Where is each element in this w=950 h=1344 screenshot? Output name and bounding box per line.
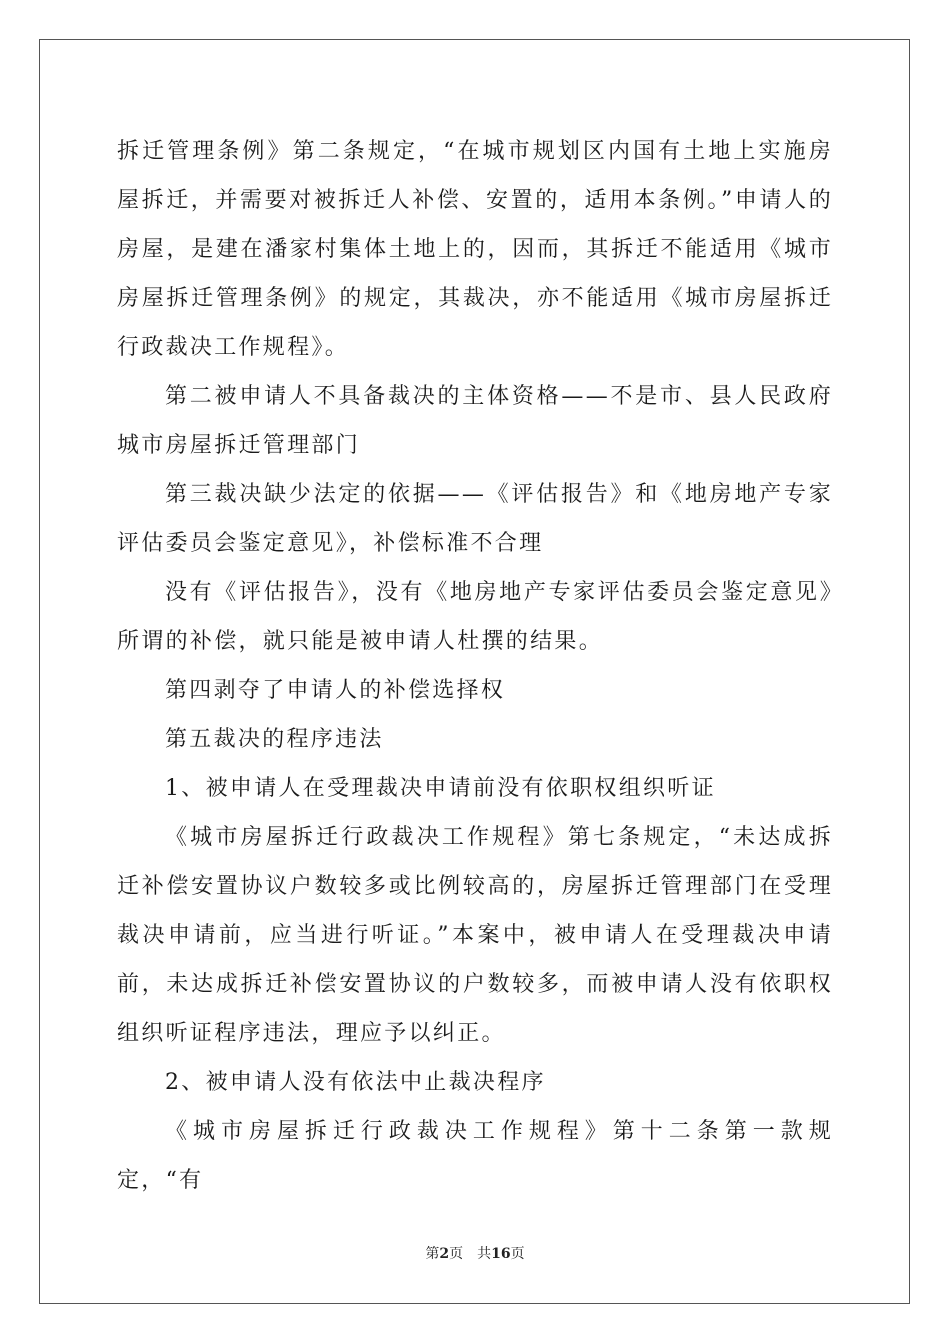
paragraph-1: 拆迁管理条例》第二条规定，“在城市规划区内国有土地上实施房屋拆迁，并需要对被拆迁人补偿、安置的，适用本条例。”申请人的房屋，是建在潘家村集体土地上的，因而，其拆迁不能适用《城市房屋拆迁管理条例》的规定，其裁决，亦不能适用《城市房屋拆迁行政裁决工作规程》。 — [117, 139, 833, 360]
page-footer — [0, 1243, 950, 1263]
footer-page-current: 2 — [439, 1246, 450, 1262]
paragraph-8: 《城市房屋拆迁行政裁决工作规程》第七条规定，“未达成拆迁补偿安置协议户数较多或比例较高的，房屋拆迁管理部门在受理裁决申请前，应当进行听证。”本案中，被申请人在受理裁决申请前，未达成拆迁补偿安置协议的户数较多，而被申请人没有依职权组织听证程序违法，理应予以纠正。 — [117, 825, 833, 1046]
paragraph-9: 2、被申请人没有依法中止裁决程序 — [165, 1070, 546, 1095]
footer-page-total: 16 — [491, 1246, 511, 1262]
footer-page-unit: 页 — [449, 1246, 464, 1262]
paragraph-2: 第二被申请人不具备裁决的主体资格——不是市、县人民政府城市房屋拆迁管理部门 — [117, 384, 833, 458]
paragraph-7: 1、被申请人在受理裁决申请前没有依职权组织听证 — [165, 776, 716, 801]
paragraph-10: 《城市房屋拆迁行政裁决工作规程》第十二条第一款规定，“有 — [117, 1119, 833, 1193]
document-body — [117, 127, 833, 1205]
paragraph-4: 没有《评估报告》，没有《地房地产专家评估委员会鉴定意见》所谓的补偿，就只能是被申请人杜撰的结果。 — [117, 580, 833, 654]
footer-total-prefix: 共 — [477, 1246, 492, 1262]
footer-page-prefix: 第 — [425, 1246, 440, 1262]
footer-total-unit: 页 — [510, 1246, 525, 1262]
paragraph-3: 第三裁决缺少法定的依据——《评估报告》和《地房地产专家评估委员会鉴定意见》，补偿标准不合理 — [117, 482, 833, 556]
paragraph-6: 第五裁决的程序违法 — [165, 727, 384, 752]
paragraph-5: 第四剥夺了申请人的补偿选择权 — [165, 678, 506, 703]
